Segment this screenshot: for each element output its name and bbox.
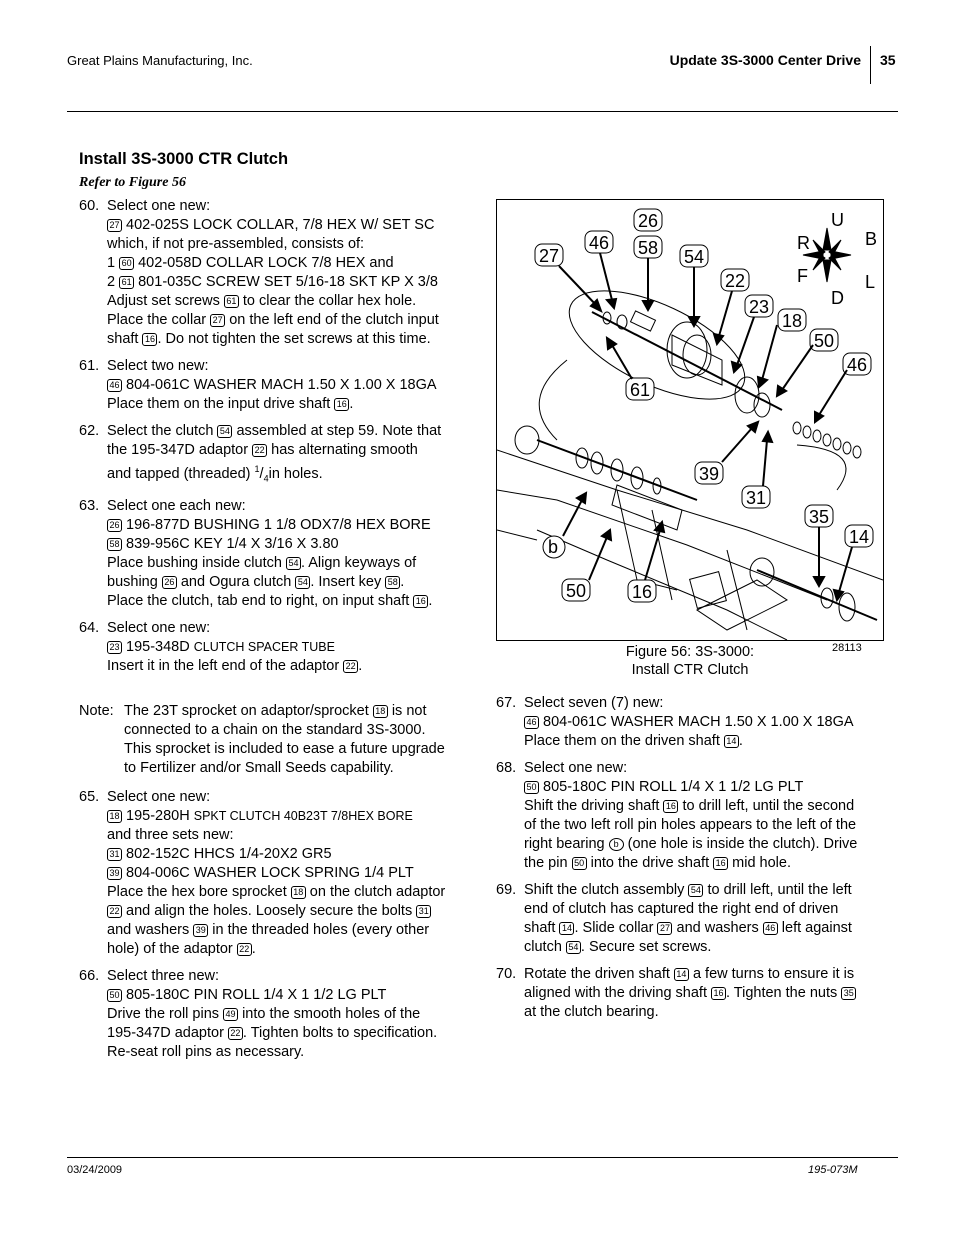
svg-text:39: 39 — [699, 464, 720, 484]
svg-text:61: 61 — [630, 380, 651, 400]
svg-text:35: 35 — [809, 507, 830, 527]
callout-46a — [585, 231, 613, 253]
caption-line-2: Install CTR Clutch — [631, 662, 749, 678]
compass-icon — [803, 228, 851, 282]
svg-text:46: 46 — [847, 355, 868, 375]
step-60: 60. Select one new: 27 402-025S LOCK COLLAR, 7/8 HEX W/ SET SC which, if not pre-assembled, consists of: 1 60 402-058D COLLAR LOCK 7/8 HEX and 2 61 801-035C SCREW SET 5/16-18 SKT KP X 3/8 Adjust set screws 61 to clear the collar hex hole. Place the collar 27 on the left end of the clutch input shaft 16 . Do not tighten the set screws at this time. — [79, 198, 439, 347]
callout-22 — [721, 269, 749, 291]
caption-line-1: Figure 56: 3S-3000: — [625, 644, 755, 660]
footer-rule — [67, 1157, 898, 1158]
clutch-assembly-illustration — [497, 200, 883, 640]
step-70: 70. Rotate the driven shaft 14 a few turns to ensure it is aligned with the driving shaft 16 . Tighten the nuts 35 at the clutch bearing. — [496, 965, 896, 1022]
step-64: 64. Select one new: 23 195-348D CLUTCH SPACER TUBE Insert it in the left end of the adaptor 22 . — [79, 619, 363, 674]
figure-reference: Refer to Figure 56 — [79, 175, 186, 190]
step-61: 61. Select two new: 46 804-061C WASHER MACH 1.50 X 1.00 X 18GA Place them on the input drive shaft 16 . — [79, 358, 437, 412]
step-66: 66. Select three new: 50 805-180C PIN ROLL 1/4 X 1 1/2 LG PLT Drive the roll pins 49 into the smooth holes of the 195-347D adaptor 22 . Tighten bolts to specification. Re-seat roll pins as necessary. — [79, 967, 438, 1060]
svg-text:23: 23 — [749, 297, 770, 317]
right-column — [496, 694, 896, 1030]
svg-text:58: 58 — [638, 238, 659, 258]
step-67: 67. Select seven (7) new: 46 804-061C WASHER MACH 1.50 X 1.00 X 18GA Place them on the driven shaft 14 . — [496, 695, 854, 749]
step-63: 63. Select one each new: 26 196-877D BUSHING 1 1/8 ODX7/8 HEX BORE 58 839-956C KEY 1/4 X 3/16 X 3.80 Place bushing inside clutch 54 . Align keyways of bushing 26 and Ogura clutch 54 . Insert key 58 . Place the clutch, tab end to right, on input shaft 16 . — [79, 497, 433, 609]
svg-text:22: 22 — [725, 271, 746, 291]
callout-50a — [810, 329, 838, 351]
header-company: Great Plains Manufacturing, Inc. — [67, 53, 253, 68]
header-divider — [870, 46, 871, 84]
svg-text:18: 18 — [782, 311, 803, 331]
figure-caption — [600, 643, 780, 679]
callout-58 — [634, 236, 662, 258]
svg-text:50: 50 — [814, 331, 835, 351]
figure-id: 28113 — [832, 642, 862, 654]
compass-l-label: L — [865, 272, 876, 292]
step-69: 69. Shift the clutch assembly 54 to drill left, until the left end of clutch has captured the right end of driven shaft 14 . Slide collar 27 and washers 46 left against clutch 54 . Secure set screws. — [496, 882, 852, 955]
callout-14 — [845, 525, 873, 547]
callout-61 — [626, 378, 654, 400]
svg-text:46: 46 — [589, 233, 610, 253]
callout-46b — [843, 353, 871, 375]
svg-text:54: 54 — [684, 247, 705, 267]
callout-31 — [742, 486, 770, 508]
footer-date: 03/24/2009 — [67, 1164, 123, 1176]
header-title: Update 3S-3000 Center Drive — [669, 52, 861, 68]
svg-text:50: 50 — [566, 581, 587, 601]
step-68: 68. Select one new: 50 805-180C PIN ROLL 1/4 X 1 1/2 LG PLT Shift the driving shaft 16 to drill left, until the second of the two left roll pin holes appears to the left of the right bearing b (one hole is inside the clutch). Drive the pin 50 into the drive shaft 16 mid hole. — [496, 760, 858, 871]
callout-23 — [745, 295, 773, 317]
svg-text:14: 14 — [849, 527, 870, 547]
page-number: 35 — [880, 52, 896, 68]
svg-text:b: b — [548, 537, 559, 557]
left-column — [79, 150, 479, 1070]
callout-35 — [805, 505, 833, 527]
compass-up-label: U — [831, 210, 844, 230]
header-rule — [67, 111, 898, 112]
step-62: 62. Select the clutch 54 assembled at step 59. Note that the 195-347D adaptor 22 has alternating smooth and tapped (threaded) $^1/_4in$ holes. — [79, 423, 442, 484]
callout-18 — [778, 309, 806, 331]
note: Note: The 23T sprocket on adaptor/sprocket 18 is not connected to a chain on the standard 3S-3000. This sprocket is included to ease a future upgrade to Fertilizer and/or Small Seeds capability. — [79, 702, 445, 776]
callout-16 — [628, 580, 656, 602]
section-title: Install 3S-3000 CTR Clutch — [79, 150, 289, 168]
compass-f-label: F — [797, 266, 808, 286]
callout-39 — [695, 462, 723, 484]
callout-54 — [680, 245, 708, 267]
compass-b-label: B — [865, 229, 878, 249]
figure-56 — [496, 199, 884, 641]
callout-27 — [535, 244, 563, 266]
compass-down-label: D — [831, 288, 844, 308]
callout-b — [543, 536, 565, 558]
svg-text:27: 27 — [539, 246, 560, 266]
svg-text:26: 26 — [638, 211, 659, 231]
footer-doc-number: 195-073M — [808, 1164, 858, 1176]
compass-r-label: R — [797, 233, 810, 253]
svg-text:16: 16 — [632, 582, 653, 602]
callout-26 — [634, 209, 662, 231]
step-65: 65. Select one new: 18 195-280H SPKT CLUTCH 40B23T 7/8HEX BORE and three sets new: 31 802-152C HHCS 1/4-20X2 GR5 39 804-006C WASHER LOCK SPRING 1/4 PLT Place the hex bore sprocket 18 on the clutch adaptor 22 and align the holes. Loosely secure the bolts 31 and washers 39 in the threaded holes (every other hole) of the adaptor 22 . — [79, 788, 446, 957]
callout-50b — [562, 579, 590, 601]
svg-text:31: 31 — [746, 488, 767, 508]
